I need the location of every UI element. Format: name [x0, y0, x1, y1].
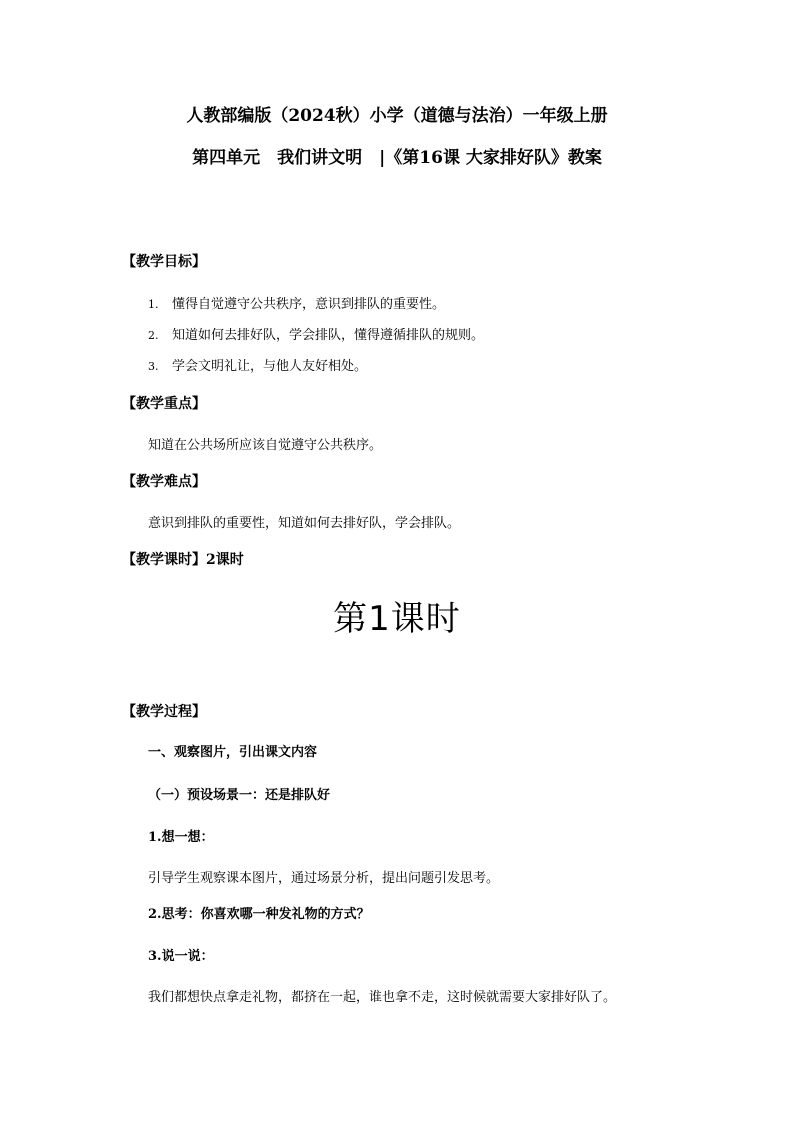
document-title-line1: 人教部编版（2024秋）小学（道德与法治）一年级上册 [186, 106, 608, 126]
process-step-1-text: 引导学生观察课本图片，通过场景分析，提出问题引发思考。 [148, 871, 500, 886]
process-scene-1: （一）预设场景一：还是排队好 [148, 788, 331, 803]
process-step-2-label: 2.思考：你喜欢哪一种发礼物的方式？ [148, 907, 370, 922]
document-title-line2: 第四单元 我们讲文明 |《第16课 大家排好队》教案 [192, 148, 602, 168]
process-step-3-text: 我们都想快点拿走礼物，都挤在一起，谁也拿不走，这时候就需要大家排好队了。 [148, 990, 617, 1005]
class-hours-heading: 【教学课时】2课时 [122, 552, 244, 568]
objective-text: 知道如何去排好队，学会排队，懂得遵循排队的规则。 [172, 328, 485, 343]
difficulties-heading: 【教学难点】 [122, 474, 206, 490]
objective-item-3 [148, 360, 367, 373]
objective-number: 3. [148, 360, 159, 373]
process-step-3-label: 3.说一说： [148, 949, 214, 964]
objective-number: 2. [148, 329, 159, 342]
key-points-text: 知道在公共场所应该自觉遵守公共秩序。 [148, 438, 383, 453]
objective-text: 懂得自觉遵守公共秩序，意识到排队的重要性。 [172, 297, 446, 312]
process-section-1: 一、观察图片，引出课文内容 [148, 745, 318, 760]
objective-text: 学会文明礼让，与他人友好相处。 [172, 359, 368, 374]
objectives-heading: 【教学目标】 [122, 254, 206, 270]
key-points-heading: 【教学重点】 [122, 396, 206, 412]
objective-number: 1. [148, 298, 159, 311]
objective-item-1 [148, 298, 445, 311]
objective-item-2 [148, 329, 484, 342]
lesson-title: 第1课时 [333, 599, 461, 639]
difficulties-text: 意识到排队的重要性，知道如何去排好队，学会排队。 [148, 516, 461, 531]
process-step-1-label: 1.想一想： [148, 830, 214, 845]
process-heading: 【教学过程】 [122, 704, 206, 720]
